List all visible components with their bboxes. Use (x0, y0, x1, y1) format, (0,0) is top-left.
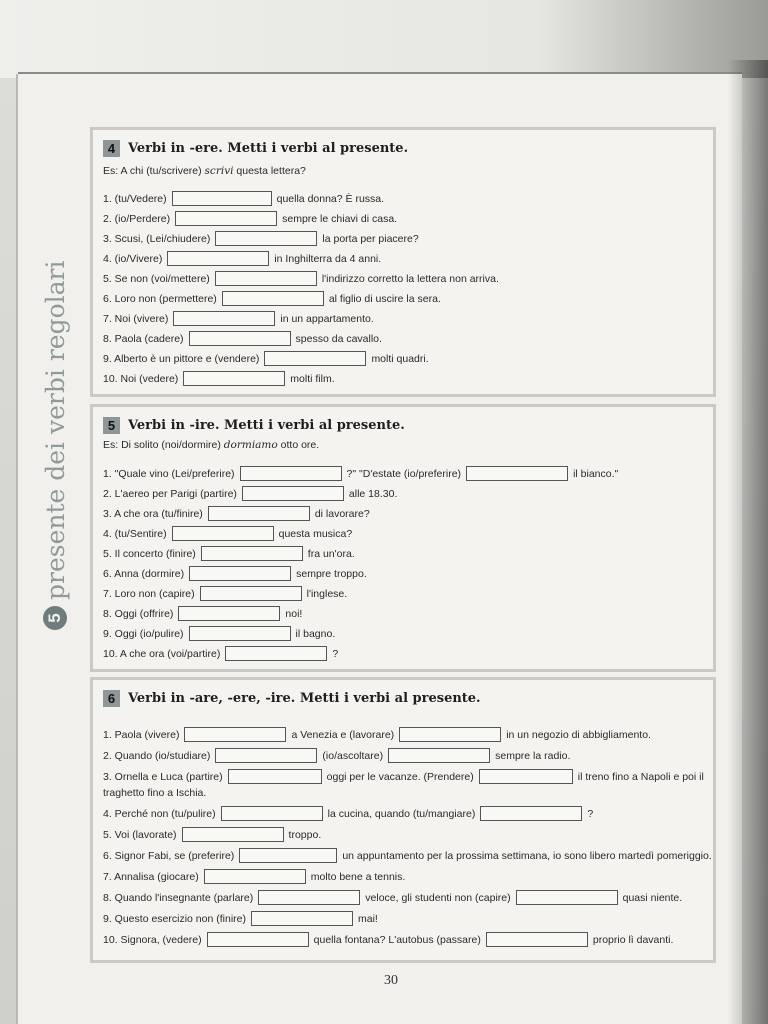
exercise-6-item-10 (103, 931, 673, 948)
item-tail: un appuntamento per la prossima settimana, io sono libero martedì pomeriggio. (342, 849, 712, 862)
item-tail: questa musica? (278, 527, 353, 540)
exercise-5-title (103, 417, 405, 434)
item-middle: oggi per le vacanze. (Prendere) (326, 770, 474, 783)
item-tail: quella donna? È russa. (276, 192, 385, 205)
answer-blank-2[interactable] (486, 932, 588, 947)
item-prompt: 10. A che ora (voi/partire) (103, 647, 221, 660)
exercise-5 (90, 404, 716, 672)
item-prompt: 4. Perché non (tu/pulire) (103, 807, 216, 820)
item-tail: in un appartamento. (280, 312, 374, 325)
answer-blank[interactable] (215, 748, 317, 763)
item-tail: sempre la radio. (495, 749, 571, 762)
item-tail: molti quadri. (371, 352, 429, 365)
chapter-number-badge: 5 (43, 606, 67, 630)
item-prompt: 8. Quando l'insegnante (parlare) (103, 891, 254, 904)
item-tail: ? (332, 647, 339, 660)
exercise-4-item-5 (103, 270, 499, 287)
answer-blank[interactable] (172, 191, 272, 206)
item-middle: veloce, gli studenti non (capire) (365, 891, 511, 904)
answer-blank[interactable] (228, 769, 322, 784)
answer-blank-2[interactable] (479, 769, 573, 784)
answer-blank[interactable] (251, 911, 353, 926)
item-prompt: 9. Oggi (io/pulire) (103, 627, 184, 640)
answer-blank[interactable] (215, 231, 317, 246)
answer-blank-2[interactable] (399, 727, 501, 742)
exercise-5-item-3 (103, 505, 370, 522)
item-prompt: 2. L'aereo per Parigi (partire) (103, 487, 237, 500)
answer-blank[interactable] (189, 331, 291, 346)
item-tail: al figlio di uscire la sera. (328, 292, 441, 305)
exercise-4 (90, 127, 716, 397)
answer-blank[interactable] (242, 486, 344, 501)
exercise-4-item-8 (103, 330, 382, 347)
answer-blank[interactable] (189, 626, 291, 641)
answer-blank[interactable] (178, 606, 280, 621)
item-middle: (io/ascoltare) (322, 749, 384, 762)
chapter-spine-heading (38, 130, 72, 630)
answer-blank[interactable] (215, 271, 317, 286)
example-text: Es: Di solito (noi/dormire) (103, 439, 221, 451)
exercise-4-item-7 (103, 310, 374, 327)
item-prompt: 8. Paola (cadere) (103, 332, 184, 345)
answer-blank[interactable] (225, 646, 327, 661)
item-prompt: 10. Noi (vedere) (103, 372, 179, 385)
item-tail: ? (587, 807, 594, 820)
item-tail: l'indirizzo corretto la lettera non arriva. (321, 272, 499, 285)
exercise-4-item-1 (103, 190, 384, 207)
exercise-4-item-9 (103, 350, 429, 367)
item-tail: la porta per piacere? (322, 232, 419, 245)
item-tail: molto bene a tennis. (310, 870, 406, 883)
item-prompt: 8. Oggi (offrire) (103, 607, 174, 620)
item-prompt: 1. Paola (vivere) (103, 728, 180, 741)
answer-blank[interactable] (183, 371, 285, 386)
exercise-5-number: 5 (103, 417, 120, 434)
answer-blank-2[interactable] (388, 748, 490, 763)
item-prompt: 1. (tu/Vedere) (103, 192, 167, 205)
item-prompt: 2. (io/Perdere) (103, 212, 171, 225)
item-prompt: 5. Il concerto (finire) (103, 547, 196, 560)
exercise-5-item-8 (103, 605, 302, 622)
example-text: Es: A chi (tu/scrivere) (103, 165, 202, 177)
answer-blank[interactable] (264, 351, 366, 366)
exercise-5-item-2 (103, 485, 397, 502)
item-prompt: 3. Scusi, (Lei/chiudere) (103, 232, 211, 245)
item-tail: di lavorare? (314, 507, 370, 520)
answer-blank[interactable] (201, 546, 303, 561)
exercise-6-item-3 (103, 768, 704, 785)
item-prompt: 7. Loro non (capire) (103, 587, 195, 600)
exercise-5-item-1 (103, 465, 618, 482)
answer-blank[interactable] (167, 251, 269, 266)
exercise-6-item-9 (103, 910, 378, 927)
exercise-4-item-3 (103, 230, 419, 247)
item-tail: sempre troppo. (296, 567, 367, 580)
item-prompt: 6. Signor Fabi, se (preferire) (103, 849, 235, 862)
chapter-title: presente dei verbi regolari (40, 260, 70, 600)
item-prompt: 5. Se non (voi/mettere) (103, 272, 210, 285)
exercise-6-item-5 (103, 826, 321, 843)
answer-blank[interactable] (175, 211, 277, 226)
item-tail: troppo. (288, 828, 322, 841)
answer-blank[interactable] (258, 890, 360, 905)
answer-blank[interactable] (200, 586, 302, 601)
exercise-6-item-8 (103, 889, 682, 906)
example-text-end: questa lettera? (236, 165, 306, 177)
item-prompt: 3. Ornella e Luca (partire) (103, 770, 223, 783)
item-prompt: 4. (tu/Sentire) (103, 527, 167, 540)
exercise-6-item-4 (103, 805, 593, 822)
item-tail: il bagno. (295, 627, 336, 640)
underlying-page-strip (0, 0, 768, 78)
item-tail: alle 18.30. (348, 487, 398, 500)
item-prompt: 9. Questo esercizio non (finire) (103, 912, 246, 925)
exercise-4-title (103, 140, 408, 157)
exercise-6-item-3-continuation: traghetto fino a Ischia. (103, 787, 207, 799)
item-middle: la cucina, quando (tu/mangiare) (327, 807, 476, 820)
answer-blank[interactable] (239, 848, 337, 863)
exercise-6-heading: Verbi in -are, -ere, -ire. Metti i verbi al presente. (128, 691, 481, 706)
exercise-4-item-6 (103, 290, 441, 307)
item-middle: ?" "D'estate (io/preferire) (346, 467, 462, 480)
item-prompt: 4. (io/Vivere) (103, 252, 163, 265)
page-number: 30 (384, 973, 398, 988)
item-tail: spesso da cavallo. (295, 332, 382, 345)
item-prompt: 10. Signora, (vedere) (103, 933, 202, 946)
item-prompt: 7. Annalisa (giocare) (103, 870, 199, 883)
exercise-6-item-1 (103, 726, 651, 743)
item-prompt: 7. Noi (vivere) (103, 312, 169, 325)
item-prompt: 5. Voi (lavorate) (103, 828, 177, 841)
answer-blank[interactable] (189, 566, 291, 581)
exercise-4-item-4 (103, 250, 381, 267)
example-answer: dormiamo (223, 439, 278, 451)
item-tail: fra un'ora. (307, 547, 355, 560)
answer-blank[interactable] (182, 827, 284, 842)
item-tail: il bianco." (573, 467, 619, 480)
exercise-6 (90, 677, 716, 963)
exercise-5-item-10 (103, 645, 338, 662)
answer-blank[interactable] (208, 506, 310, 521)
item-prompt: 9. Alberto è un pittore e (vendere) (103, 352, 260, 365)
answer-blank[interactable] (240, 466, 342, 481)
page-edge-shadow (728, 60, 768, 1024)
exercise-5-item-9 (103, 625, 335, 642)
item-tail: molti film. (290, 372, 335, 385)
exercise-4-heading: Verbi in -ere. Metti i verbi al presente. (128, 141, 409, 156)
item-tail: noi! (285, 607, 303, 620)
example-answer: scrivi (204, 165, 234, 177)
answer-blank[interactable] (207, 932, 309, 947)
exercise-6-title (103, 690, 481, 707)
item-tail: in Inghilterra da 4 anni. (274, 252, 382, 265)
item-middle: quella fontana? L'autobus (passare) (313, 933, 481, 946)
exercise-5-item-4 (103, 525, 352, 542)
exercise-5-item-6 (103, 565, 367, 582)
item-prompt: 2. Quando (io/studiare) (103, 749, 211, 762)
item-tail: proprio lì davanti. (592, 933, 674, 946)
item-tail: l'inglese. (306, 587, 348, 600)
item-tail: il treno fino a Napoli e poi il (577, 770, 704, 783)
answer-blank[interactable] (184, 727, 286, 742)
item-tail: in un negozio di abbigliamento. (506, 728, 651, 741)
answer-blank-2[interactable] (480, 806, 582, 821)
answer-blank[interactable] (204, 869, 306, 884)
exercise-6-item-2 (103, 747, 570, 764)
exercise-4-item-2 (103, 210, 397, 227)
answer-blank[interactable] (221, 806, 323, 821)
example-text-end: otto ore. (280, 439, 320, 451)
answer-blank[interactable] (173, 311, 275, 326)
item-prompt: 6. Loro non (permettere) (103, 292, 217, 305)
exercise-6-item-7 (103, 868, 405, 885)
exercise-4-example (103, 165, 306, 177)
item-middle: a Venezia e (lavorare) (291, 728, 395, 741)
exercise-5-item-5 (103, 545, 355, 562)
answer-blank[interactable] (172, 526, 274, 541)
answer-blank-2[interactable] (466, 466, 568, 481)
exercise-4-item-10 (103, 370, 335, 387)
item-prompt: 6. Anna (dormire) (103, 567, 185, 580)
item-tail: mai! (357, 912, 378, 925)
answer-blank-2[interactable] (516, 890, 618, 905)
exercise-5-heading: Verbi in -ire. Metti i verbi al presente. (128, 418, 405, 433)
item-prompt: 3. A che ora (tu/finire) (103, 507, 203, 520)
exercise-6-item-6 (103, 847, 712, 864)
item-prompt: 1. "Quale vino (Lei/preferire) (103, 467, 235, 480)
exercise-4-number: 4 (103, 140, 120, 157)
exercise-5-item-7 (103, 585, 347, 602)
item-tail: sempre le chiavi di casa. (282, 212, 398, 225)
answer-blank[interactable] (222, 291, 324, 306)
exercise-5-example (103, 439, 319, 451)
item-tail: quasi niente. (622, 891, 683, 904)
exercise-6-number: 6 (103, 690, 120, 707)
